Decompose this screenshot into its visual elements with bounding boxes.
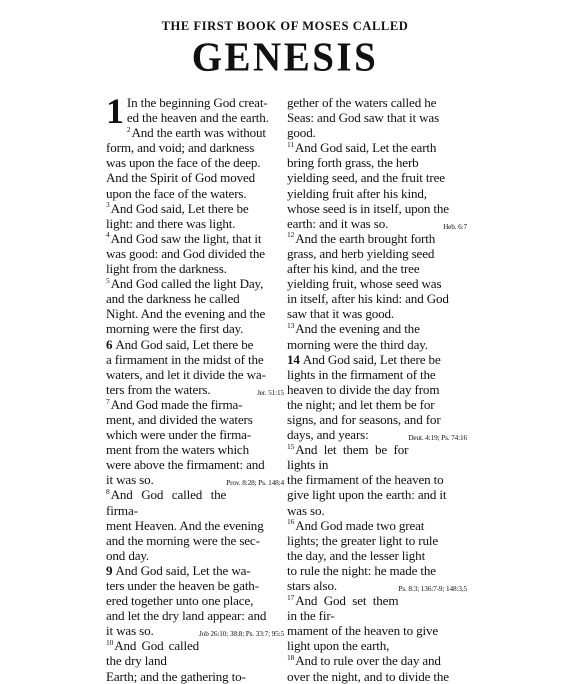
verse-text: and the darkness he called — [106, 291, 240, 307]
verse-line — [106, 170, 284, 185]
verse-line — [106, 186, 284, 201]
verse-number: 9 — [106, 562, 113, 578]
verse-text: Seas: and God saw that it was — [287, 110, 440, 126]
verse-text: yielding fruit, whose seed was — [287, 276, 442, 292]
verse-line — [106, 518, 284, 533]
verse-v13 — [287, 321, 467, 351]
verse-text: ond day. — [106, 547, 150, 563]
verse-text: lights in the firmament of the — [287, 366, 436, 382]
verse-text: And to rule over the day and — [295, 653, 441, 669]
right-column — [287, 95, 467, 684]
verse-line — [106, 337, 284, 352]
verse-line — [287, 306, 467, 321]
verse-text: in itself, after his kind: and God — [287, 291, 449, 307]
verse-text: lights; the greater light to rule — [287, 532, 439, 548]
verse-v1 — [106, 91, 284, 131]
verse-line — [287, 95, 467, 110]
verse-line — [106, 367, 284, 382]
verse-v10 — [106, 638, 284, 683]
verse-line — [287, 110, 467, 125]
verse-text: stars also. — [287, 578, 337, 593]
verse-v9 — [106, 563, 284, 638]
verse-line — [287, 563, 467, 578]
verse-line — [287, 367, 467, 382]
verse-text: ment, and divided the waters — [106, 411, 253, 427]
cross-reference: Heb. 6:7 — [443, 221, 467, 231]
verse-line — [106, 608, 284, 623]
verse-text: And God called the dry land — [106, 638, 200, 669]
verse-line — [287, 186, 467, 201]
verse-line — [287, 261, 467, 276]
verse-line — [287, 503, 467, 518]
verse-line — [106, 427, 284, 442]
verse-text: give light upon the earth: and it — [287, 487, 447, 503]
verse-text: grass, and herb yielding seed — [287, 245, 435, 261]
verse-line — [287, 548, 467, 563]
verse-line — [106, 155, 284, 170]
verse-v14 — [287, 352, 467, 443]
verse-line — [287, 638, 467, 653]
verse-text: And the evening and the — [295, 321, 420, 337]
verse-line — [106, 563, 284, 578]
verse-line — [287, 472, 467, 487]
verse-text: And God made two great — [295, 517, 425, 533]
verse-line — [106, 638, 284, 668]
verse-text: And God called the firma- — [106, 487, 227, 518]
verse-text: saw that it was good. — [287, 306, 395, 322]
verse-text: good. — [287, 125, 316, 141]
verse-text: And the Spirit of God moved — [106, 170, 256, 186]
verse-v2 — [106, 125, 284, 200]
verse-line — [106, 593, 284, 608]
verse-v11 — [287, 140, 467, 231]
verse-line — [106, 246, 284, 261]
verse-v18 — [287, 653, 467, 683]
verse-v3 — [106, 201, 284, 231]
verse-text: the night; and let them be for — [287, 396, 435, 412]
verse-line — [287, 140, 467, 155]
verse-text: Night. And the evening and the — [106, 306, 266, 322]
verse-v7 — [106, 397, 284, 488]
chapter-number: 1 — [106, 91, 124, 131]
verse-line — [287, 427, 467, 442]
verse-number: 2 — [126, 124, 131, 134]
verse-text: heaven to divide the day from — [287, 381, 440, 397]
verse-text: over the night, and to divide the — [287, 668, 449, 684]
verse-text: yielding fruit after his kind, — [287, 185, 427, 201]
verse-number: 8 — [106, 487, 110, 497]
book-title: GENESIS — [191, 34, 379, 81]
verse-text: And God saw the light, that it — [110, 230, 262, 246]
verse-text: days, and years: — [287, 427, 369, 443]
left-column — [106, 91, 284, 684]
cross-reference: Job 26:10; 38:8; Ps. 33:7; 95:5 — [199, 629, 284, 639]
verse-number: 18 — [287, 653, 295, 663]
verse-number: 12 — [287, 230, 295, 240]
verse-line — [287, 246, 467, 261]
verse-text: And God called the light Day, — [110, 276, 264, 292]
verse-line — [287, 125, 467, 140]
verse-text: ment from the waters which — [106, 442, 249, 458]
verse-line — [106, 291, 284, 306]
verse-number: 10 — [106, 638, 114, 648]
verse-line — [287, 276, 467, 291]
verse-text: was so. — [287, 502, 325, 518]
verse-line — [287, 170, 467, 185]
verse-text: ters from the waters. — [106, 381, 211, 397]
verse-line — [287, 533, 467, 548]
verse-text: was good: and God divided the — [106, 245, 265, 261]
verse-line — [287, 321, 467, 336]
verse-v15 — [287, 442, 467, 517]
verse-number: 4 — [106, 230, 110, 240]
verse-line — [287, 201, 467, 216]
verse-v12 — [287, 231, 467, 322]
verse-line — [106, 457, 284, 472]
verse-line — [106, 442, 284, 457]
verse-v10c — [287, 95, 467, 140]
verse-line — [106, 548, 284, 563]
verse-line — [106, 623, 284, 638]
verse-text: And God said, Let there be — [302, 351, 441, 367]
verse-text: And God set them in the fir- — [287, 593, 399, 624]
verse-text: And let them be for lights in — [287, 442, 409, 473]
verse-text: light upon the earth, — [287, 638, 390, 654]
verse-v8 — [106, 487, 284, 562]
verse-text: gether of the waters called he — [287, 95, 437, 110]
verse-line — [287, 653, 467, 668]
verse-text: waters, and let it divide the wa- — [106, 366, 266, 382]
verse-number: 15 — [287, 441, 295, 451]
verse-line — [287, 623, 467, 638]
verse-text: And the earth brought forth — [295, 230, 436, 246]
verse-line — [287, 352, 467, 367]
verse-line — [287, 231, 467, 246]
verse-line — [287, 216, 467, 231]
verse-text: which were under the firma- — [106, 427, 252, 443]
cross-reference: Ps. 8:3; 136:7-9; 148:3,5 — [398, 584, 467, 593]
verse-number: 7 — [106, 396, 110, 406]
verse-v5 — [106, 276, 284, 336]
verse-line — [106, 95, 284, 110]
verse-text: ters under the heaven be gath- — [106, 578, 259, 593]
verse-number: 11 — [287, 139, 294, 149]
verse-line — [106, 125, 284, 140]
verse-text: whose seed is in itself, upon the — [287, 200, 449, 216]
verse-line — [106, 578, 284, 593]
verse-number: 3 — [106, 200, 110, 210]
verse-line — [106, 412, 284, 427]
verse-line — [287, 669, 467, 684]
verse-line — [287, 155, 467, 170]
verse-text: light from the darkness. — [106, 261, 227, 277]
verse-text: to rule the night: he made the — [287, 562, 436, 578]
verse-text: and let the dry land appear: and — [106, 608, 267, 624]
verse-text: And God said, Let the wa- — [115, 562, 251, 578]
verse-text: was upon the face of the deep. — [106, 155, 261, 171]
verse-text: and the morning were the sec- — [106, 532, 260, 548]
cross-reference: Deut. 4:19; Ps. 74:16 — [408, 433, 467, 443]
verse-text: it was so. — [106, 623, 154, 639]
verse-line — [106, 669, 284, 684]
verse-v6 — [106, 337, 284, 397]
verse-text: bring forth grass, the herb — [287, 155, 419, 171]
verse-text: ered together unto one place, — [106, 593, 254, 609]
verse-text: upon the face of the waters. — [106, 185, 247, 201]
verse-line — [287, 487, 467, 502]
verse-v4 — [106, 231, 284, 276]
verse-text: And God made the firma- — [110, 396, 243, 412]
verse-line — [106, 261, 284, 276]
verse-line — [106, 140, 284, 155]
verse-line — [287, 337, 467, 352]
verse-line — [106, 382, 284, 397]
verse-text: morning were the first day. — [106, 321, 244, 337]
verse-text: ed the heaven and the earth. — [126, 110, 269, 126]
verse-line — [106, 216, 284, 231]
verse-text: And God said, Let there be — [110, 200, 249, 216]
verse-text: ment Heaven. And the evening — [106, 517, 264, 533]
verse-line — [106, 487, 284, 517]
verse-text: And God said, Let the earth — [294, 140, 437, 156]
verse-text: a firmament in the midst of the — [106, 351, 264, 367]
verse-line — [287, 578, 467, 593]
verse-line — [287, 382, 467, 397]
verse-v16 — [287, 518, 467, 593]
cross-reference: Jer. 51:15 — [257, 387, 284, 397]
verse-text: the firmament of the heaven to — [287, 472, 444, 488]
verse-text: the day, and the lesser light — [287, 547, 426, 563]
verse-text: yielding seed, and the fruit tree — [287, 170, 445, 186]
verse-line — [106, 231, 284, 246]
cross-reference: Prov. 8:28; Ps. 148:4 — [226, 478, 284, 488]
verse-line — [287, 518, 467, 533]
verse-text: earth: and it was so. — [287, 215, 389, 231]
verse-line — [287, 412, 467, 427]
verse-text: light: and there was light. — [106, 215, 236, 231]
verse-text: morning were the third day. — [287, 336, 428, 352]
verse-line — [106, 352, 284, 367]
verse-line — [106, 201, 284, 216]
verse-text: after his kind, and the tree — [287, 261, 420, 277]
verse-text: Earth; and the gathering to- — [106, 668, 246, 684]
verse-line — [106, 306, 284, 321]
verse-line — [106, 276, 284, 291]
verse-text: signs, and for seasons, and for — [287, 411, 441, 427]
verse-line — [106, 472, 284, 487]
book-heading: THE FIRST BOOK OF MOSES CALLED — [161, 19, 409, 33]
verse-line — [287, 442, 467, 472]
verse-line — [106, 110, 284, 125]
verse-line — [287, 397, 467, 412]
verse-text: And God said, Let there be — [115, 336, 254, 352]
verse-number: 17 — [287, 592, 295, 602]
verse-number: 16 — [287, 517, 295, 527]
verse-text: And the earth was without — [131, 125, 266, 141]
verse-number: 5 — [106, 275, 110, 285]
verse-number: 6 — [106, 336, 113, 352]
verse-line — [287, 291, 467, 306]
verse-text: form, and void; and darkness — [106, 140, 255, 156]
verse-line — [106, 533, 284, 548]
verse-text: it was so. — [106, 472, 154, 488]
verse-number: 14 — [287, 351, 300, 367]
verse-text: were above the firmament: and — [106, 457, 265, 473]
verse-line — [106, 321, 284, 336]
verse-number: 13 — [287, 321, 295, 331]
verse-line — [287, 593, 467, 623]
verse-text: In the beginning God creat- — [126, 95, 268, 110]
verse-text: mament of the heaven to give — [287, 623, 439, 639]
verse-v17 — [287, 593, 467, 653]
